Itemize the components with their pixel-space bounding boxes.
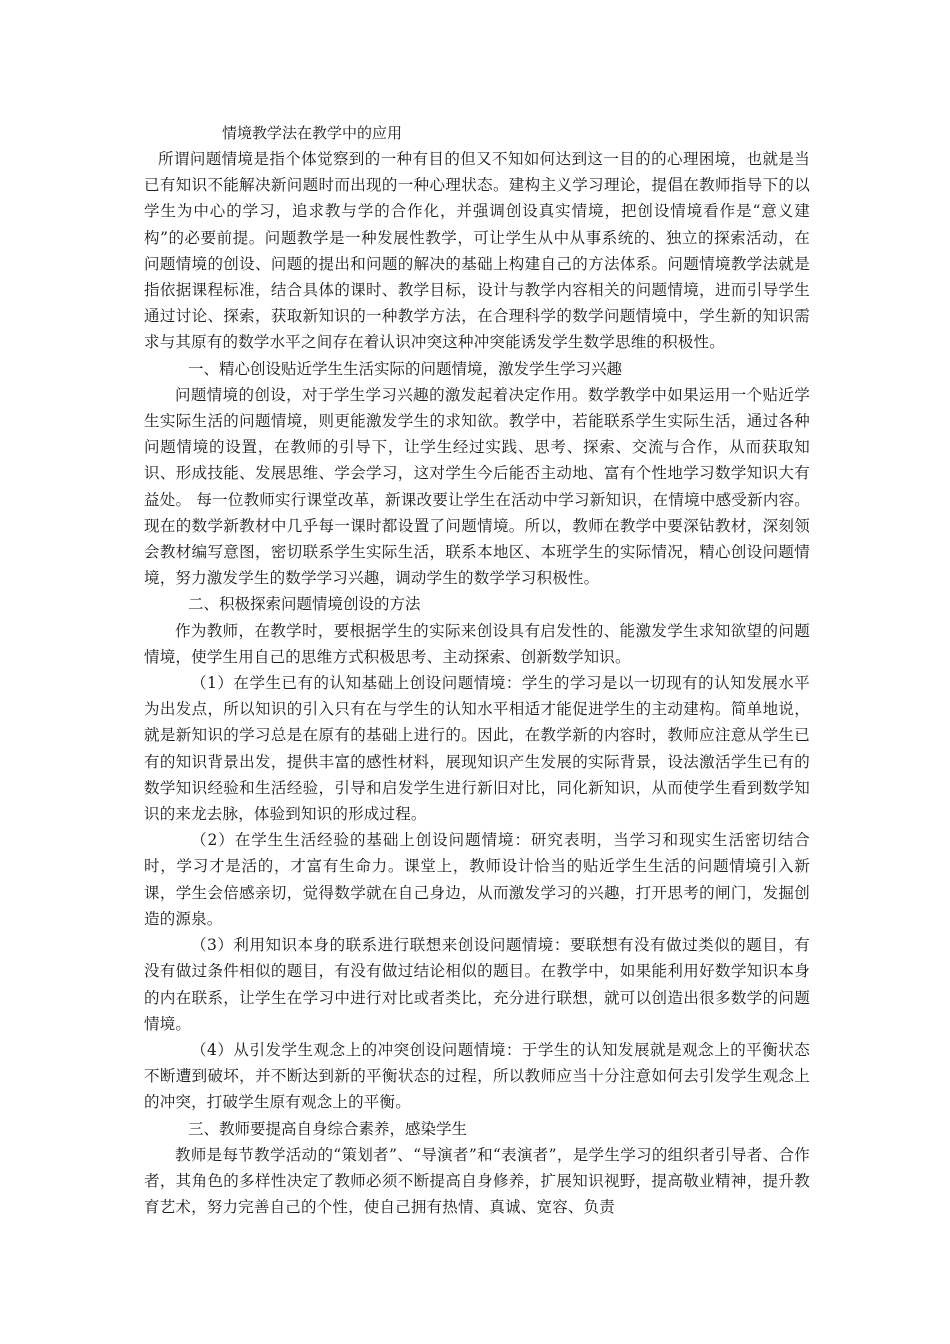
document-page bbox=[144, 120, 810, 1220]
section-2-item-2: （2）在学生生活经验的基础上创设问题情境：研究表明，当学习和现实生活密切结合时，学习才是活的，才富有生命力。课堂上，教师设计恰当的贴近学生生活的问题情境引入新课，学生会倍感亲切，觉得数学就在自己身边，从而激发学习的兴趣，打开思考的闸门，发掘创造的源泉。 bbox=[144, 831, 810, 928]
section-2-item-3: （3）利用知识本身的联系进行联想来创设问题情境：要联想有没有做过类似的题目，有没有做过条件相似的题目，有没有做过结论相似的题目。在教学中，如果能利用好数学知识本身的内在联系，让学生在学习中进行对比或者类比，充分进行联想，就可以创造出很多数学的问题情境。 bbox=[144, 936, 810, 1033]
document-title: 情境教学法在教学中的应用 bbox=[222, 124, 403, 142]
section-1-body: 问题情境的创设，对于学生学习兴趣的激发起着决定作用。数学教学中如果运用一个贴近学生实际生活的问题情境，则更能激发学生的求知欲。教学中，若能联系学生实际生活，通过各种问题情境的设置，在教师的引导下，让学生经过实践、思考、探索、交流与合作，从而获取知识、形成技能、发展思维、学会学习，这对学生今后能否主动地、富有个性地学习数学知识大有益处。 每一位教师实行课堂改革，新课改要让学生在活动中学习新知识，在情境中感受新内容。现在的数学新教材中几乎每一课时都设置了问题情境。所以，教师在教学中要深钻教材，深刻领会教材编写意图，密切联系学生实际生活，联系本地区、本班学生的实际情况，精心创设问题情境，努力激发学生的数学学习兴趣，调动学生的数学学习积极性。 bbox=[144, 385, 810, 588]
section-2-heading: 二、积极探索问题情境创设的方法 bbox=[188, 595, 421, 614]
section-2-item-1: （1）在学生已有的认知基础上创设问题情境：学生的学习是以一切现有的认知发展水平为出发点，所以知识的引入只有在与学生的认知水平相适才能促进学生的主动建构。简单地说，就是新知识的学习总是在原有的基础上进行的。因此，在教学新的内容时，教师应注意从学生已有的知识背景出发，提供丰富的感性材料，展现知识产生发展的实际背景，设法激活学生已有的数学知识经验和生活经验，引导和启发学生进行新旧对比，同化新知识，从而使学生看到数学知识的来龙去脉，体验到知识的形成过程。 bbox=[144, 674, 810, 824]
section-2-item-4: （4）从引发学生观念上的冲突创设问题情境：于学生的认知发展就是观念上的平衡状态不断遭到破坏，并不断达到新的平衡状态的过程，所以教师应当十分注意如何去引发学生观念上的冲突，打破学生原有观念上的平衡。 bbox=[144, 1040, 810, 1112]
intro-paragraph: 所谓问题情境是指个体觉察到的一种有目的但又不知如何达到这一目的的心理困境，也就是当已有知识不能解决新问题时而出现的一种心理状态。建构主义学习理论，提倡在教师指导下的以学生为中心的学习，追求教与学的合作化，并强调创设真实情境，把创设情境看作是“意义建构”的必要前提。问题教学是一种发展性教学，可让学生从中从事系统的、独立的探索活动，在问题情境的创设、问题的提出和问题的解决的基础上构建自己的方法体系。问题情境教学法就是指依据课程标准，结合具体的课时、教学目标，设计与教学内容相关的问题情境，进而引导学生通过讨论、探索，获取新知识的一种教学方法，在合理科学的数学问题情境中，学生新的知识需求与其原有的数学水平之间存在着认识冲突这种冲突能诱发学生数学思维的积极性。 bbox=[144, 150, 810, 352]
section-1-heading: 一、精心创设贴近学生生活实际的问题情境，激发学生学习兴趣 bbox=[188, 359, 623, 378]
section-2-body: 作为教师，在教学时，要根据学生的实际来创设具有启发性的、能激发学生求知欲望的问题情境，使学生用自己的思维方式积极思考、主动探索、创新数学知识。 bbox=[144, 621, 810, 666]
section-3-body: 教师是每节教学活动的“策划者”、“导演者”和“表演者”，是学生学习的组织者引导者、合作者，其角色的多样性决定了教师必须不断提高自身修养，扩展知识视野，提高敬业精神，提升教育艺术，努力完善自己的个性，使自己拥有热情、真诚、宽容、负责 bbox=[144, 1145, 810, 1217]
section-3-heading: 三、教师要提高自身综合素养，感染学生 bbox=[188, 1119, 468, 1138]
